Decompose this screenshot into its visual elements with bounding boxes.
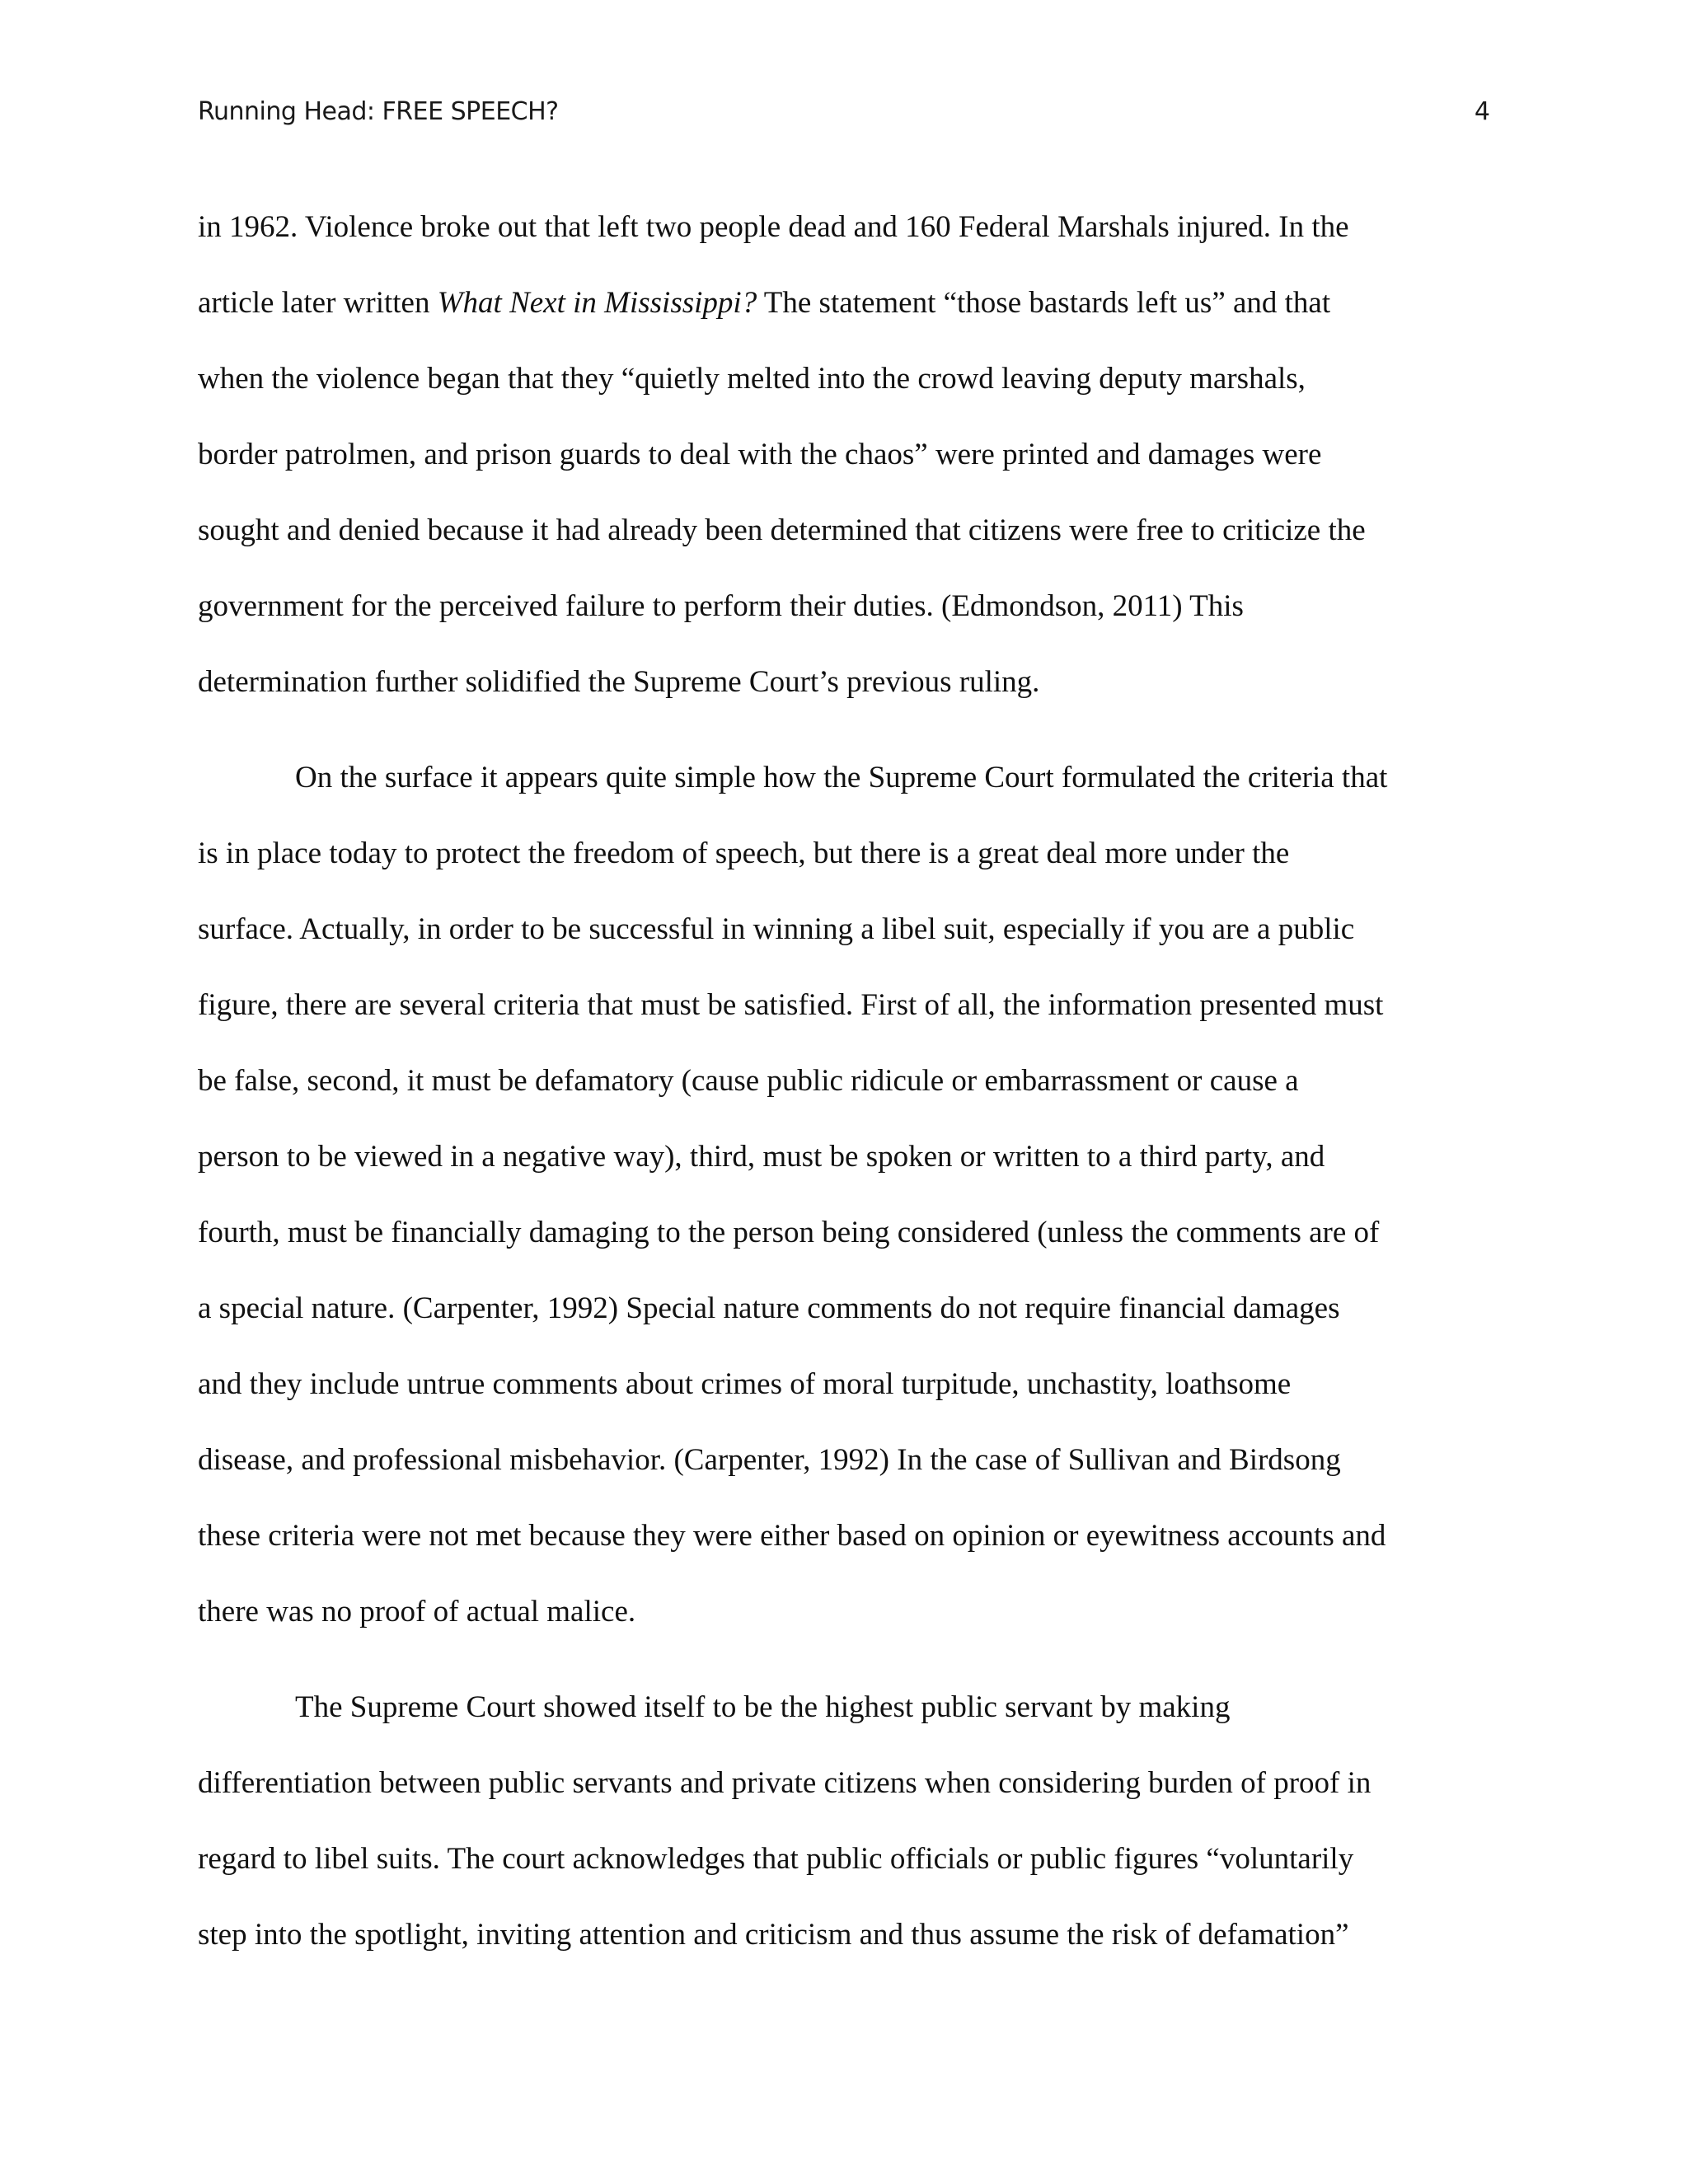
text-run: article later written <box>198 286 438 320</box>
paragraph <box>198 1670 1496 1973</box>
text-line: sought and denied because it had already been determined that citizens were free to criticize the <box>198 513 1366 547</box>
page-header <box>198 97 1490 138</box>
text-line: disease, and professional misbehavior. (Carpenter, 1992) In the case of Sullivan and Birdsong <box>198 1443 1341 1477</box>
paragraph-spacer <box>198 720 1496 740</box>
text-line: regard to libel suits. The court acknowledges that public officials or public figures “voluntarily <box>198 1842 1354 1876</box>
text-line: in 1962. Violence broke out that left two people dead and 160 Federal Marshals injured. In the <box>198 210 1349 244</box>
text-line: step into the spotlight, inviting attention and criticism and thus assume the risk of defamation” <box>198 1918 1349 1952</box>
text-line: and they include untrue comments about crimes of moral turpitude, unchastity, loathsome <box>198 1367 1292 1401</box>
text-run: The statement “those bastards left us” and that <box>757 286 1331 320</box>
text-line: government for the perceived failure to perform their duties. (Edmondson, 2011) This <box>198 589 1244 623</box>
text-line: The Supreme Court showed itself to be the highest public servant by making <box>295 1690 1231 1724</box>
text-line: surface. Actually, in order to be successful in winning a libel suit, especially if you are a public <box>198 912 1355 946</box>
paragraph <box>198 190 1496 720</box>
text-line: differentiation between public servants and private citizens when considering burden of proof in <box>198 1766 1372 1800</box>
text-line: fourth, must be financially damaging to the person being considered (unless the comments are of <box>198 1216 1380 1249</box>
text-line <box>198 265 1496 341</box>
document-body <box>198 190 1496 1973</box>
running-head: Running Head: FREE SPEECH? <box>198 97 559 126</box>
text-line: person to be viewed in a negative way), third, must be spoken or written to a third party, and <box>198 1140 1325 1174</box>
text-line: a special nature. (Carpenter, 1992) Special nature comments do not require financial damages <box>198 1291 1340 1325</box>
text-line: there was no proof of actual malice. <box>198 1595 636 1629</box>
text-line: these criteria were not met because they were either based on opinion or eyewitness accounts and <box>198 1519 1386 1553</box>
page-number: 4 <box>1474 97 1490 126</box>
text-line: On the surface it appears quite simple how the Supreme Court formulated the criteria that <box>295 761 1388 794</box>
article-title: What Next in Mississippi? <box>437 286 757 320</box>
text-line: determination further solidified the Supreme Court’s previous ruling. <box>198 665 1040 699</box>
text-line: border patrolmen, and prison guards to deal with the chaos” were printed and damages were <box>198 438 1322 471</box>
text-line: is in place today to protect the freedom of speech, but there is a great deal more under the <box>198 837 1290 870</box>
text-line: figure, there are several criteria that must be satisfied. First of all, the information presented must <box>198 988 1384 1022</box>
text-line: when the violence began that they “quietly melted into the crowd leaving deputy marshals, <box>198 362 1306 396</box>
text-line: be false, second, it must be defamatory (cause public ridicule or embarrassment or cause a <box>198 1064 1299 1098</box>
paragraph-spacer <box>198 1650 1496 1670</box>
paragraph <box>198 740 1496 1650</box>
